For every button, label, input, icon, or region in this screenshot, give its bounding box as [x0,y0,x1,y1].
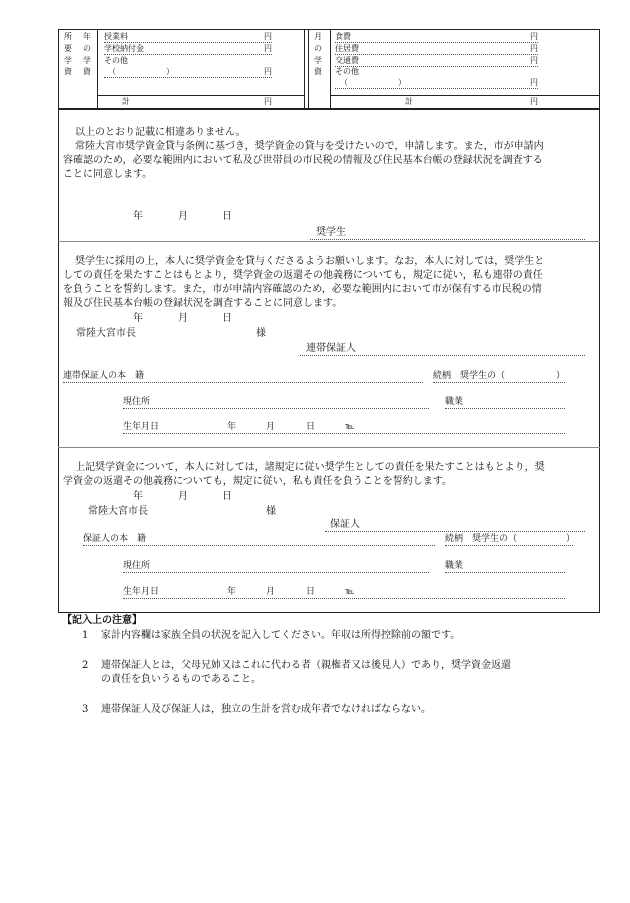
date-year: 年 [133,313,143,324]
address-line [123,408,429,409]
signature-line [325,531,585,532]
note-text: 家計内容欄は家族全員の状況を記入してください。年収は所得控除前の額です。 [101,630,461,641]
guarantor-text: 学資金の返還その他義務についても，規定に従い，私も責任を負うことを誓約します。 [63,476,452,487]
fill-line [335,42,538,43]
notes-title: 【記入上の注意】 [62,615,142,626]
right-item-label: 食費 [335,32,351,41]
birth-line [123,598,565,599]
date-day: 日 [222,211,232,222]
applicant-text: 常陸大宮市奨学資金貸与条例に基づき，奨学資金の貸与を受けたいので，申請します。また，市が申請内 [75,141,544,152]
right-item-label: 住居費 [335,44,359,53]
right-item-unit: 円 [530,44,538,53]
right-heading-char: 資 [314,67,322,76]
honorific: 様 [256,328,266,339]
left-total-label: 計 [122,97,130,106]
left-heading-char: 学 [64,56,72,65]
guarantor-signer: 保証人 [330,519,360,530]
tel-icon: ℡ [345,587,355,597]
right-total-label: 計 [405,97,413,106]
right-item-unit: 円 [530,56,538,65]
applicant-text: 容確認のため，必要な範囲内において私及び世帯員の市民税の情報及び住民基本台帳の登録状況を調査する [63,155,543,166]
right-heading-char: 月 [314,32,322,41]
date-month: 月 [178,491,188,502]
note-number: 2 [82,660,89,671]
joint-guarantor-text: しての責任を果たすことはもとより，奨学資金の返還その他義務についても，規定に従い，私も連帯の責任 [63,270,543,281]
domicile-line [63,382,423,383]
right-item-label: 交通費 [335,56,359,65]
address-line [123,572,429,573]
fill-line [104,54,272,55]
fill-line [335,54,538,55]
joint-guarantor-signer: 連帯保証人 [306,343,356,354]
applicant-text: 以上のとおり記載に相違ありません。 [75,127,246,138]
frame-right [599,29,600,613]
relation-label: 続柄 奨学生の（ [433,371,506,381]
left-item-label: 学校納付金 [104,44,144,53]
left-heading-char: 学 [83,56,91,65]
table-divider [330,29,331,109]
date-day: 日 [222,313,232,324]
note-text: の責任を負いうるものであること。 [101,674,261,685]
fill-line [104,42,272,43]
guarantor-text: 上記奨学資金について，本人に対しては，諸規定に従い奨学生としての責任を果たすことはもとより，奨 [75,462,545,473]
birth-label: 生年月日 [123,422,160,432]
table-divider [308,29,309,109]
frame-left [58,29,59,613]
applicant-signer: 奨学生 [316,227,346,238]
occupation-label: 職業 [445,397,464,407]
signature-line [300,355,585,356]
joint-guarantor-text: 報及び住民基本台帳の登録状況を調査することに同意します。 [63,298,343,309]
left-heading-char: の [83,44,91,53]
signature-line [310,239,585,240]
table-rule [97,95,304,96]
birth-year: 年 [227,422,237,432]
domicile-label: 保証人の本 籍 [83,534,147,544]
right-item-label: その他 [335,67,359,76]
date-year: 年 [133,211,143,222]
note-text: 連帯保証人とは，父母兄姉又はこれに代わる者（親権者又は後見人）であり，奨学資金返還 [101,660,511,671]
right-heading-char: の [314,44,322,53]
birth-day: 日 [306,422,316,432]
fill-line [335,66,538,67]
joint-guarantor-text: を負うことを誓約します。また，市が申請内容確認のため，必要な範囲内において市が保有する市民税の情 [63,284,542,295]
occupation-label: 職業 [445,561,464,571]
left-total-unit: 円 [264,97,272,106]
right-item-unit: 円 [530,78,538,87]
occupation-line [445,408,565,409]
left-item-label: 授業料 [104,32,128,41]
addressee: 常陸大宮市長 [88,506,148,517]
date-month: 月 [178,211,188,222]
right-total-unit: 円 [530,97,538,106]
birth-day: 日 [306,587,316,597]
date-year: 年 [133,491,143,502]
right-heading-char: 学 [314,56,322,65]
date-month: 月 [178,313,188,324]
fill-line [335,88,538,89]
right-item-label: （ [340,78,348,87]
left-heading-char: 資 [83,67,91,76]
domicile-label: 連帯保証人の本 籍 [63,371,145,381]
birth-label: 生年月日 [123,587,160,597]
tel-icon: ℡ [345,422,355,432]
right-item-unit: 円 [530,32,538,41]
table-divider [304,29,305,109]
note-text: 連帯保証人及び保証人は，独立の生計を営む成年者でなければならない。 [101,704,431,715]
left-item-unit: 円 [264,32,272,41]
joint-guarantor-text: 奨学生に採用の上，本人に奨学資金を貸与くださるようお願いします。なお，本人に対しては，奨学生と [75,256,545,267]
relation-close: ） [566,534,576,544]
frame-bottom [58,612,600,613]
table-rule [330,95,599,96]
address-label: 現住所 [123,397,151,407]
right-item-close: ） [398,78,406,87]
frame-top [58,29,600,30]
birth-line [123,433,565,434]
honorific: 様 [266,506,276,517]
section-divider [58,241,600,242]
section-divider [58,447,600,448]
addressee: 常陸大宮市長 [76,328,136,339]
relation-label: 続柄 奨学生の（ [445,534,518,544]
address-label: 現住所 [123,561,151,571]
left-item-close: ） [166,67,174,76]
table-divider [97,29,98,109]
note-number: 1 [82,630,89,641]
domicile-line [83,545,435,546]
relation-line [433,382,565,383]
relation-line [445,545,573,546]
birth-month: 月 [266,422,276,432]
relation-close: ） [556,371,566,381]
applicant-text: ことに同意します。 [63,169,153,180]
left-item-unit: 円 [264,44,272,53]
left-heading-char: 所 [64,32,72,41]
birth-year: 年 [227,587,237,597]
left-heading-char: 要 [64,44,72,53]
date-day: 日 [222,491,232,502]
left-item-unit: 円 [264,67,272,76]
occupation-line [445,572,565,573]
left-item-label: （ [108,67,116,76]
left-heading-char: 年 [83,32,91,41]
left-item-label: その他 [104,56,128,65]
table-bottom [58,108,600,110]
left-heading-char: 資 [64,67,72,76]
fill-line [104,77,272,78]
note-number: 3 [82,704,89,715]
birth-month: 月 [266,587,276,597]
